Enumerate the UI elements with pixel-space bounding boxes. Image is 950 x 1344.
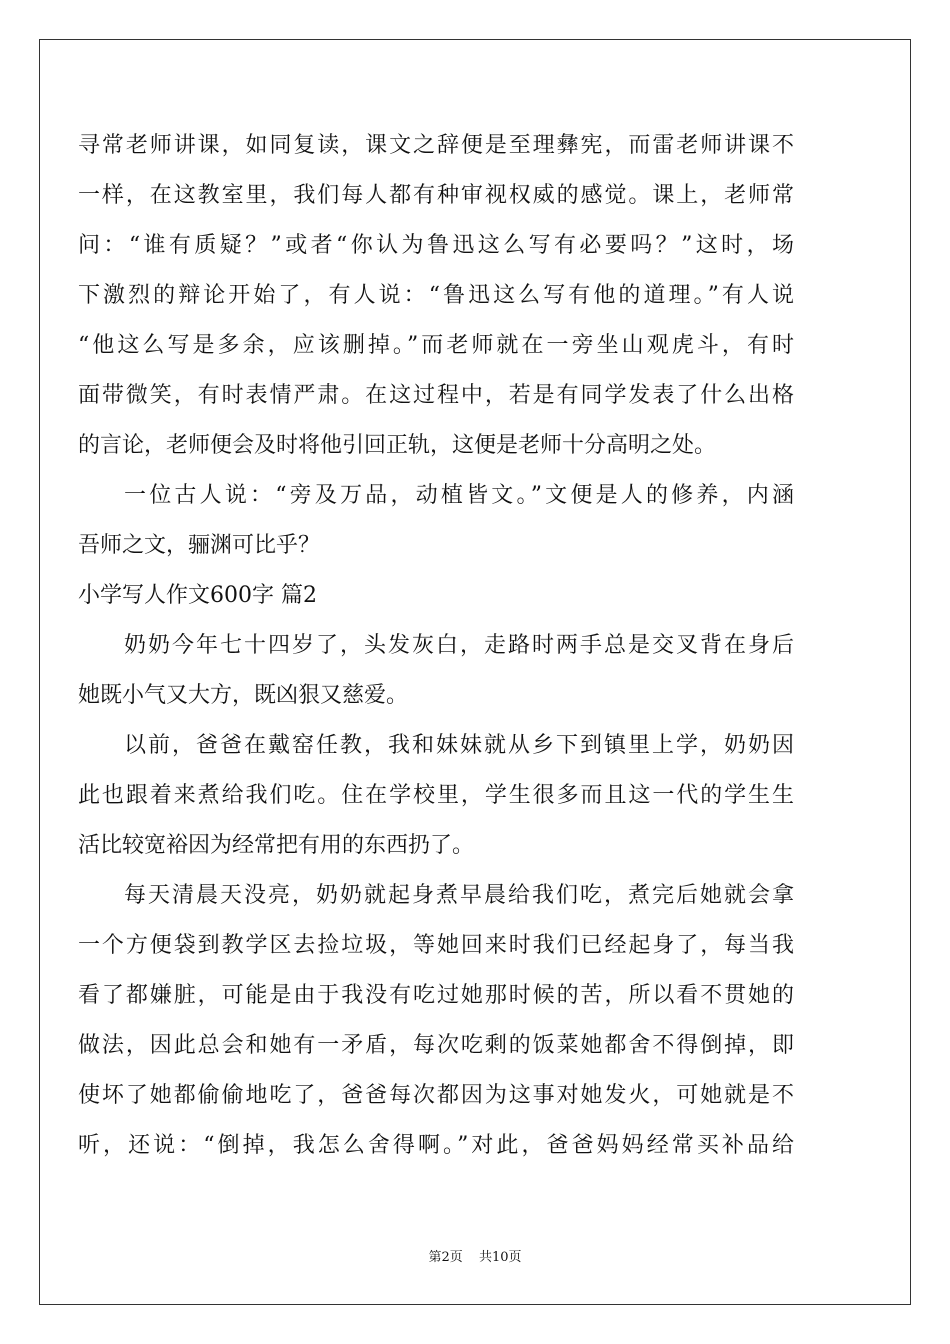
page-total: 共10页 xyxy=(478,1250,522,1265)
section-heading: 小学写人作文600字 篇2 xyxy=(78,583,317,608)
text-line: 活比较宽裕因为经常把有用的东西扔了。 xyxy=(78,833,475,858)
text-line: 下激烈的辩论开始了，有人说：“鲁迅这么写有他的道理。”有人说 xyxy=(78,283,794,308)
text-line: 的言论，老师便会及时将他引回正轨，这便是老师十分高明之处。 xyxy=(78,433,717,458)
paragraph-first-line: 一位古人说：“旁及万品，动植皆文。”文便是人的修养，内涵 xyxy=(124,483,794,508)
text-line: 此也跟着来煮给我们吃。住在学校里，学生很多而且这一代的学生生 xyxy=(78,783,794,808)
page-footer xyxy=(0,1246,950,1265)
text-line: 面带微笑，有时表情严肃。在这过程中，若是有同学发表了什么出格 xyxy=(78,383,794,408)
paragraph-first-line: 每天清晨天没亮，奶奶就起身煮早晨给我们吃，煮完后她就会拿 xyxy=(124,883,794,908)
text-line: 看了都嫌脏，可能是由于我没有吃过她那时候的苦，所以看不贯她的 xyxy=(78,983,794,1008)
text-line: 使坏了她都偷偷地吃了，爸爸每次都因为这事对她发火，可她就是不 xyxy=(78,1083,794,1108)
paragraph-first-line: 以前，爸爸在戴窑任教，我和妹妹就从乡下到镇里上学，奶奶因 xyxy=(124,733,794,758)
text-line: “他这么写是多余，应该删掉。”而老师就在一旁坐山观虎斗，有时 xyxy=(78,333,794,358)
text-line: 一样，在这教室里，我们每人都有种审视权威的感觉。课上，老师常 xyxy=(78,183,794,208)
text-line: 一个方便袋到教学区去捡垃圾，等她回来时我们已经起身了，每当我 xyxy=(78,933,794,958)
text-line: 听，还说：“倒掉，我怎么舍得啊。”对此，爸爸妈妈经常买补品给 xyxy=(78,1133,794,1158)
text-line: 她既小气又大方，既凶狠又慈爱。 xyxy=(78,683,409,708)
text-line: 吾师之文，骊渊可比乎？ xyxy=(78,533,321,558)
text-line: 寻常老师讲课，如同复读，课文之辞便是至理彝宪，而雷老师讲课不 xyxy=(78,133,794,158)
page-number: 第2页 xyxy=(428,1250,463,1265)
paragraph-first-line: 奶奶今年七十四岁了，头发灰白，走路时两手总是交叉背在身后 xyxy=(124,633,794,658)
text-line: 做法，因此总会和她有一矛盾，每次吃剩的饭菜她都舍不得倒掉，即 xyxy=(78,1033,794,1058)
text-line: 问：“谁有质疑？”或者“你认为鲁迅这么写有必要吗？”这时，场 xyxy=(78,233,794,258)
